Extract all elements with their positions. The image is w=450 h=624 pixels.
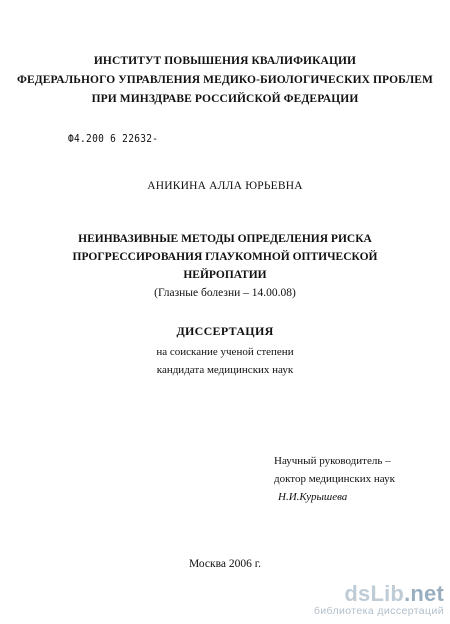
- degree-sought: [0, 343, 450, 379]
- supervisor-title: доктор медицинских наук: [274, 473, 395, 485]
- archive-stamp: Ф4.200 6 22632-: [68, 133, 159, 146]
- document-type: ДИССЕРТАЦИЯ: [176, 324, 274, 338]
- watermark-subtitle: библиотека диссертаций: [313, 605, 444, 617]
- site-watermark: [314, 583, 444, 618]
- dissertation-title: [0, 230, 450, 284]
- watermark-logo-tld: .net: [404, 581, 444, 606]
- author-name: АНИКИНА АЛЛА ЮРЬЕВНА: [147, 180, 303, 192]
- city-year: Москва 2006 г.: [188, 558, 262, 570]
- institution-header: [0, 52, 450, 109]
- title-line-3: НЕЙРОПАТИИ: [183, 269, 267, 281]
- institution-line-3: ПРИ МИНЗДРАВЕ РОССИЙСКОЙ ФЕДЕРАЦИИ: [91, 93, 359, 105]
- institution-line-1: ИНСТИТУТ ПОВЫШЕНИЯ КВАЛИФИКАЦИИ: [93, 55, 357, 67]
- watermark-logo-main: dsLib: [344, 581, 405, 606]
- watermark-logo: [314, 583, 444, 605]
- degree-line-1: на соискание ученой степени: [156, 346, 294, 358]
- title-line-2: ПРОГРЕССИРОВАНИЯ ГЛАУКОМНОЙ ОПТИЧЕСКОЙ: [72, 251, 378, 263]
- title-line-1: НЕИНВАЗИВНЫЕ МЕТОДЫ ОПРЕДЕЛЕНИЯ РИСКА: [78, 233, 372, 245]
- institution-line-2: ФЕДЕРАЛЬНОГО УПРАВЛЕНИЯ МЕДИКО-БИОЛОГИЧЕСКИХ ПРОБЛЕМ: [17, 74, 433, 86]
- specialty-code: (Глазные болезни – 14.00.08): [154, 287, 296, 299]
- supervisor-name: Н.И.Курышева: [278, 491, 348, 503]
- supervisor-block: [274, 452, 395, 506]
- supervisor-role: Научный руководитель –: [274, 455, 391, 467]
- degree-line-2: кандидата медицинских наук: [156, 364, 294, 376]
